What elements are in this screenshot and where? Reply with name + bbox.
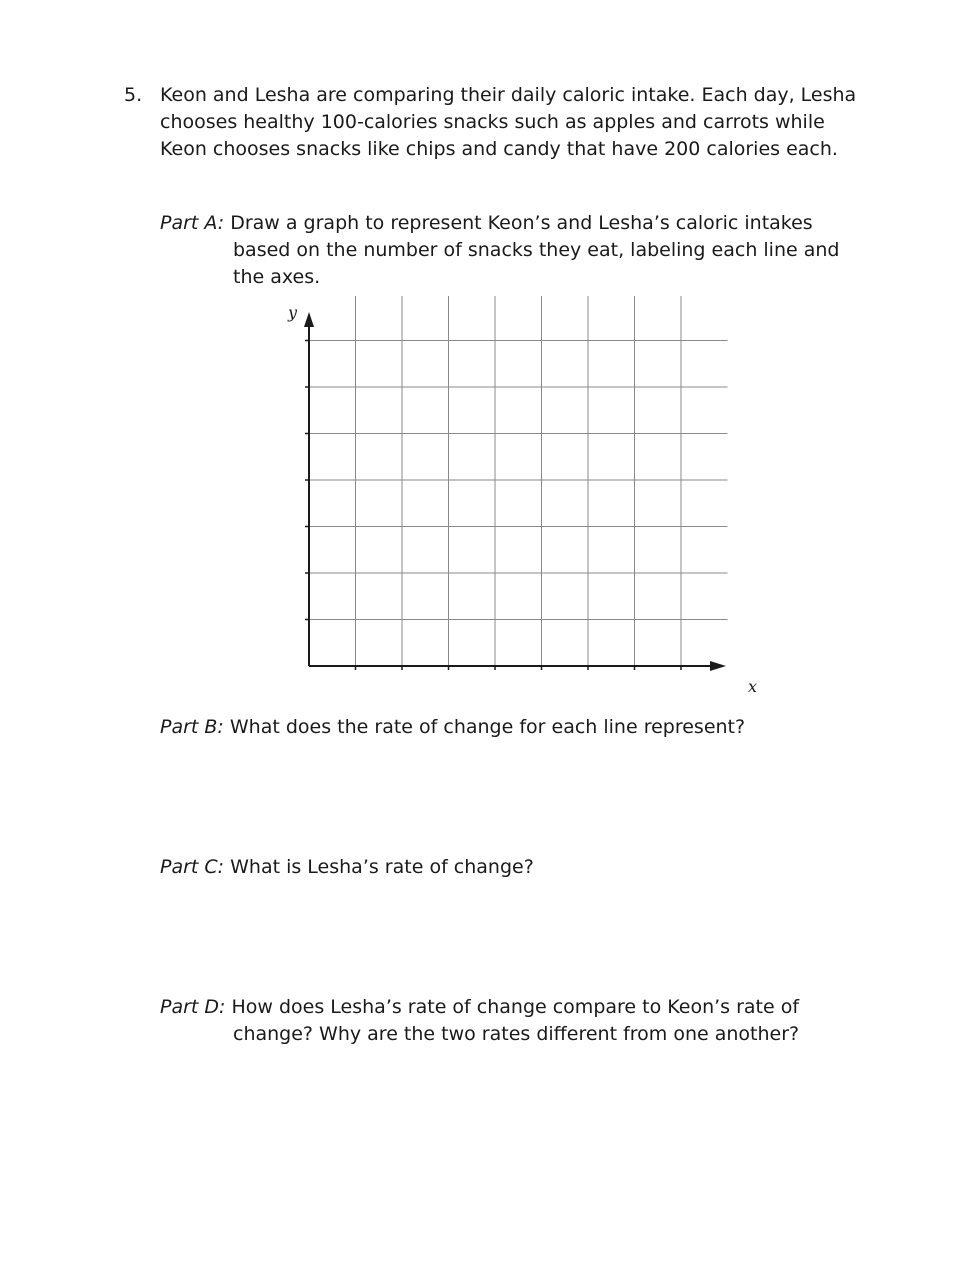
part-c-label: Part C:: [160, 856, 225, 878]
part-b-label: Part B:: [160, 716, 224, 738]
y-axis-arrow: [304, 312, 314, 327]
grid-lines: [305, 296, 728, 670]
part-c-text: What is Lesha’s rate of change?: [230, 856, 534, 878]
problem-stem: [160, 82, 890, 163]
part-c: [160, 854, 880, 881]
part-a-first-line: [160, 210, 880, 237]
part-b: [160, 714, 880, 741]
part-a-label: Part A:: [160, 212, 225, 234]
blank-coordinate-grid: [270, 296, 770, 706]
part-a-text-line-2: based on the number of snacks they eat, labeling each line and: [233, 239, 840, 261]
x-axis-label: x: [748, 677, 758, 696]
x-axis-arrow: [710, 661, 726, 671]
part-b-text: What does the rate of change for each line represent?: [229, 716, 746, 738]
grid-svg: [270, 296, 770, 706]
part-a-text-line-3: the axes.: [233, 266, 321, 288]
problem-stem-line: chooses healthy 100-calories snacks such as apples and carrots while: [160, 111, 825, 133]
part-d-first-line: [160, 994, 880, 1021]
part-b-line: [160, 714, 880, 741]
problem-number: 5.: [124, 84, 143, 106]
part-d-text-line-1: How does Lesha’s rate of change compare to Keon’s rate of: [231, 996, 800, 1018]
y-axis-label: y: [288, 303, 298, 322]
problem-stem-line: Keon chooses snacks like chips and candy that have 200 calories each.: [160, 138, 838, 160]
part-c-line: [160, 854, 880, 881]
axes: [304, 312, 726, 671]
part-a: [160, 210, 880, 291]
part-d-text-line-2: change? Why are the two rates different from one another?: [233, 1023, 800, 1045]
problem-stem-line: Keon and Lesha are comparing their daily caloric intake. Each day, Lesha: [160, 84, 857, 106]
part-d-label: Part D:: [160, 996, 226, 1018]
part-d: [160, 994, 880, 1048]
part-a-text-line-1: Draw a graph to represent Keon’s and Lesha’s caloric intakes: [230, 212, 813, 234]
